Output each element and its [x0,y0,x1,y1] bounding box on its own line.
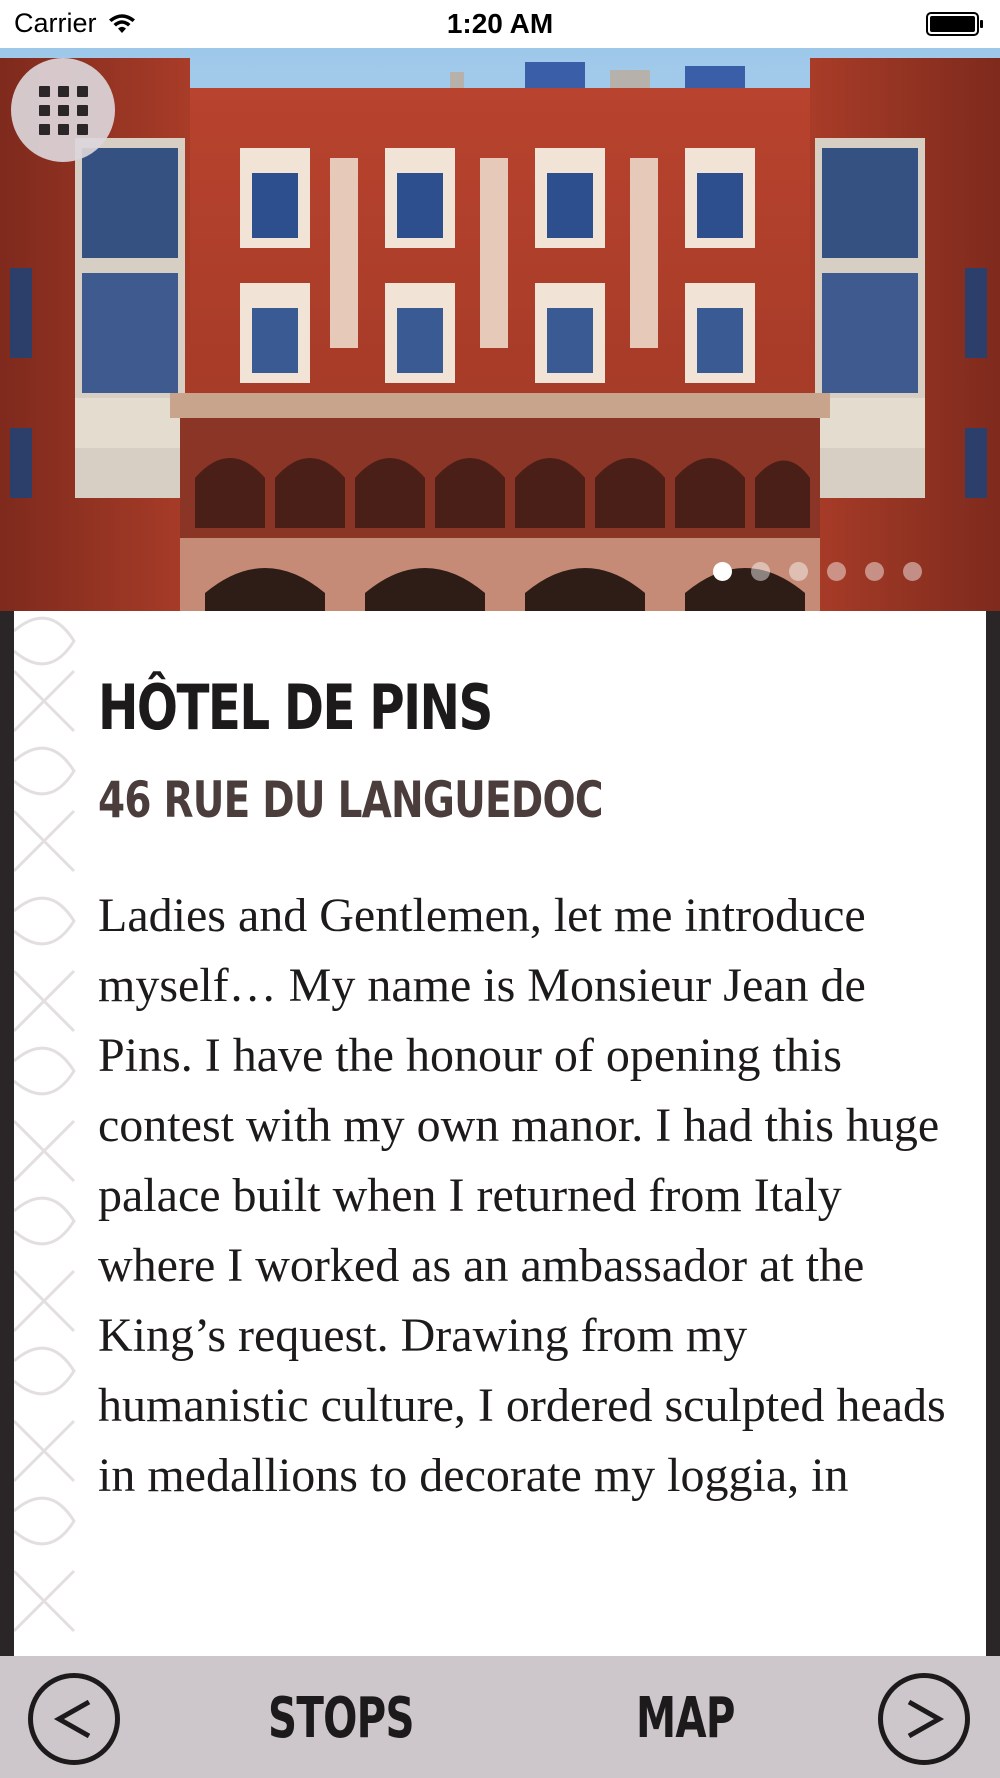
grid-icon [39,86,88,135]
bottom-nav-bar [0,1656,1000,1778]
place-title: HÔTEL DE PINS [98,671,492,744]
pagination-dot-1[interactable] [713,562,732,581]
content-card[interactable] [14,611,986,1656]
pagination-dot-2[interactable] [751,562,770,581]
chevron-right-icon [899,1694,949,1744]
pagination-dot-5[interactable] [865,562,884,581]
place-address: 46 RUE DU LANGUEDOC [98,771,603,829]
building-facade-photo [0,48,1000,611]
hero-image[interactable] [0,48,1000,611]
place-description: Ladies and Gentlemen, let me introduce myself… My name is Monsieur Jean de Pins. I have the honour of opening this contest with my own manor. I had this huge palace built when I returned from Italy where I worked as an ambassador at the King’s request. Drawing from my humanistic culture, I ordered sculpted heads in medallions to decorate my loggia, in [98,889,946,1502]
chevron-left-icon [49,1694,99,1744]
carrier-label: Carrier [14,8,97,38]
status-bar [0,0,1000,48]
decorative-pattern [14,611,84,1656]
status-time: 1:20 AM [446,8,554,39]
next-button[interactable] [878,1673,970,1765]
stops-button[interactable]: STOPS [268,1686,414,1751]
pagination-dot-3[interactable] [789,562,808,581]
gallery-pagination [713,562,922,581]
menu-button[interactable] [11,58,115,162]
map-button[interactable]: MAP [636,1686,735,1751]
pagination-dot-4[interactable] [827,562,846,581]
pagination-dot-6[interactable] [903,562,922,581]
battery-icon [926,12,984,36]
previous-button[interactable] [28,1673,120,1765]
